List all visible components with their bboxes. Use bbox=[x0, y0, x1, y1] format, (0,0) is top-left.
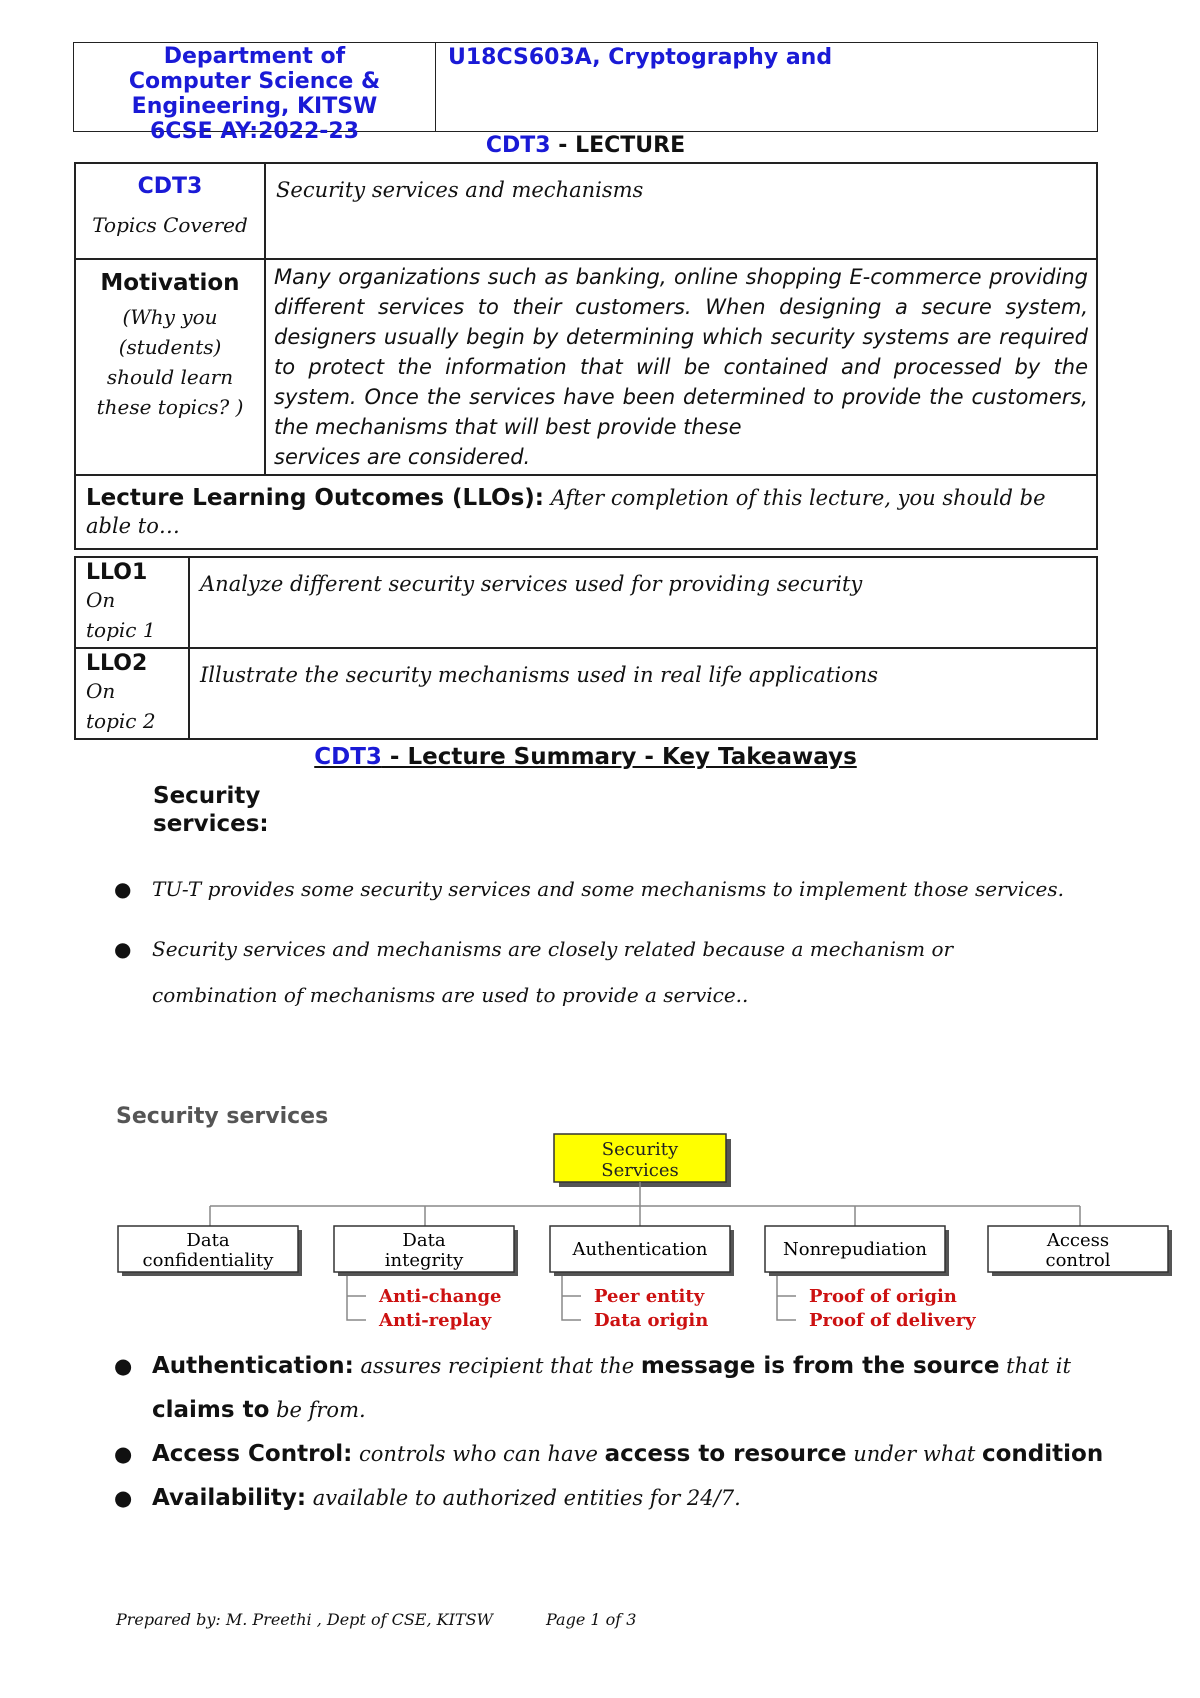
def-term: Availability: bbox=[152, 1485, 307, 1511]
def-term: Access Control: bbox=[152, 1441, 353, 1467]
list-item bbox=[112, 1476, 1152, 1520]
department-name bbox=[74, 43, 436, 144]
sub-label: Anti-replay bbox=[379, 1310, 492, 1331]
header-box bbox=[73, 42, 1098, 144]
motivation-cell bbox=[75, 259, 265, 475]
def-emphasis: access to resource bbox=[604, 1441, 847, 1467]
node-label: integrity bbox=[384, 1250, 464, 1271]
list-item bbox=[112, 866, 1132, 912]
bullet-icon: ● bbox=[114, 1354, 133, 1378]
def-emphasis: condition bbox=[981, 1441, 1104, 1467]
list-item bbox=[112, 1432, 1152, 1476]
motivation-sub: should learn bbox=[106, 365, 234, 389]
sub-label: Data origin bbox=[594, 1310, 709, 1331]
llo-code: LLO2 bbox=[86, 651, 148, 676]
def-emphasis: message is from the source bbox=[640, 1353, 1000, 1379]
llo-text: Analyze different security services used for providing security bbox=[189, 557, 1097, 648]
heading-line: services: bbox=[153, 811, 269, 837]
motivation-sub: (students) bbox=[118, 335, 222, 359]
list-item-continuation bbox=[112, 972, 1132, 1018]
def-emphasis: claims to bbox=[152, 1397, 270, 1423]
def-term: Authentication: bbox=[152, 1353, 354, 1379]
lecture-code: CDT3 bbox=[485, 133, 551, 158]
connector bbox=[562, 1275, 581, 1320]
sub-label: Proof of origin bbox=[809, 1286, 957, 1307]
motivation-text bbox=[265, 259, 1097, 475]
connector bbox=[777, 1275, 796, 1320]
dept-line: Department of bbox=[163, 44, 346, 69]
topics-content: Security services and mechanisms bbox=[265, 163, 1097, 259]
definitions-list bbox=[112, 1344, 1152, 1520]
llo-table bbox=[74, 556, 1098, 740]
child-node bbox=[118, 1226, 302, 1276]
page-footer bbox=[116, 1610, 637, 1629]
motivation-sub: (Why you bbox=[122, 305, 218, 329]
topics-label: Topics Covered bbox=[92, 213, 248, 237]
root-label: Security bbox=[601, 1139, 679, 1160]
bullet-text: TU-T provides some security services and some mechanisms to implement those services. bbox=[152, 877, 1064, 901]
security-services-heading bbox=[153, 782, 269, 838]
bullet-icon: ● bbox=[114, 1442, 133, 1466]
llo-code: LLO1 bbox=[86, 560, 148, 585]
llo-topic: topic 2 bbox=[86, 709, 156, 733]
def-text: available to authorized entities for 24/7. bbox=[306, 1486, 741, 1510]
diagram-title: Security services bbox=[116, 1104, 329, 1129]
node-label: Data bbox=[402, 1230, 446, 1251]
llo-row bbox=[75, 557, 1097, 648]
node-label: Nonrepudiation bbox=[783, 1239, 927, 1260]
llo-on: On bbox=[86, 588, 116, 612]
def-text: controls who can have bbox=[352, 1442, 605, 1466]
motivation-paragraph: Many organizations such as banking, online shopping E-commerce providing different services to their customers. When designing a secure system, designers usually begin by determining which security systems are required to protect the information that will be contained and processed by the system. Once the services have been determined to provide the customers, the mechanisms that will best provide these bbox=[274, 265, 1088, 439]
dept-line: Computer Science & bbox=[128, 69, 381, 94]
child-node bbox=[550, 1226, 734, 1276]
motivation-sub: these topics? ) bbox=[96, 395, 244, 419]
summary-label: - Lecture Summary - Key Takeaways bbox=[381, 744, 857, 770]
security-services-diagram bbox=[112, 1130, 1182, 1340]
bullet-text: combination of mechanisms are used to provide a service.. bbox=[152, 983, 749, 1007]
sub-label: Proof of delivery bbox=[809, 1310, 976, 1331]
def-text: that it bbox=[999, 1354, 1071, 1378]
topics-code: CDT3 bbox=[137, 174, 203, 199]
lecture-label: - LECTURE bbox=[550, 133, 686, 158]
root-label: Services bbox=[601, 1160, 679, 1181]
motivation-title: Motivation bbox=[100, 270, 240, 296]
llo-on: On bbox=[86, 679, 116, 703]
summary-bullets bbox=[112, 866, 1132, 1018]
sub-label: Peer entity bbox=[594, 1286, 705, 1307]
llo-text: Illustrate the security mechanisms used in real life applications bbox=[189, 648, 1097, 739]
topics-cell bbox=[75, 163, 265, 259]
motivation-paragraph-end: services are considered. bbox=[274, 445, 531, 469]
sub-label: Anti-change bbox=[379, 1286, 502, 1307]
bullet-text: Security services and mechanisms are closely related because a mechanism or bbox=[152, 937, 954, 961]
heading-line: Security bbox=[153, 783, 261, 809]
node-label: Access bbox=[1046, 1230, 1110, 1251]
child-node bbox=[988, 1226, 1172, 1276]
dept-line: Engineering, KITSW bbox=[131, 94, 378, 119]
llo-header bbox=[75, 475, 1097, 549]
node-label: confidentiality bbox=[142, 1250, 274, 1271]
llo-header-title: Lecture Learning Outcomes (LLOs): bbox=[86, 485, 545, 511]
llo-topic: topic 1 bbox=[86, 618, 156, 642]
def-text: under what bbox=[846, 1442, 982, 1466]
page-number: Page 1 of 3 bbox=[546, 1610, 637, 1629]
list-item bbox=[112, 926, 1132, 972]
lecture-title bbox=[73, 133, 1098, 158]
node-label: Data bbox=[186, 1230, 230, 1251]
prepared-by: Prepared by: M. Preethi , Dept of CSE, KITSW bbox=[116, 1610, 493, 1629]
llo-header-text: After completion of this lecture, you should be able to… bbox=[86, 486, 1046, 538]
bullet-icon: ● bbox=[114, 1486, 133, 1510]
llo-row bbox=[75, 648, 1097, 739]
bullet-icon: ● bbox=[114, 937, 132, 961]
def-text: be from. bbox=[269, 1398, 366, 1422]
list-item bbox=[112, 1344, 1152, 1432]
child-node bbox=[765, 1226, 949, 1276]
child-node bbox=[334, 1226, 518, 1276]
node-label: control bbox=[1045, 1250, 1111, 1271]
summary-code: CDT3 bbox=[314, 744, 382, 770]
lecture-info-table bbox=[74, 162, 1098, 550]
course-title: U18CS603A, Cryptography and bbox=[448, 45, 833, 70]
dept-line: 6CSE AY:2022-23 bbox=[149, 119, 360, 144]
bullet-icon: ● bbox=[114, 877, 132, 901]
def-text: assures recipient that the bbox=[353, 1354, 641, 1378]
sub-labels bbox=[378, 1286, 976, 1331]
summary-title bbox=[73, 744, 1098, 770]
node-label: Authentication bbox=[572, 1239, 708, 1260]
connector bbox=[347, 1275, 366, 1320]
